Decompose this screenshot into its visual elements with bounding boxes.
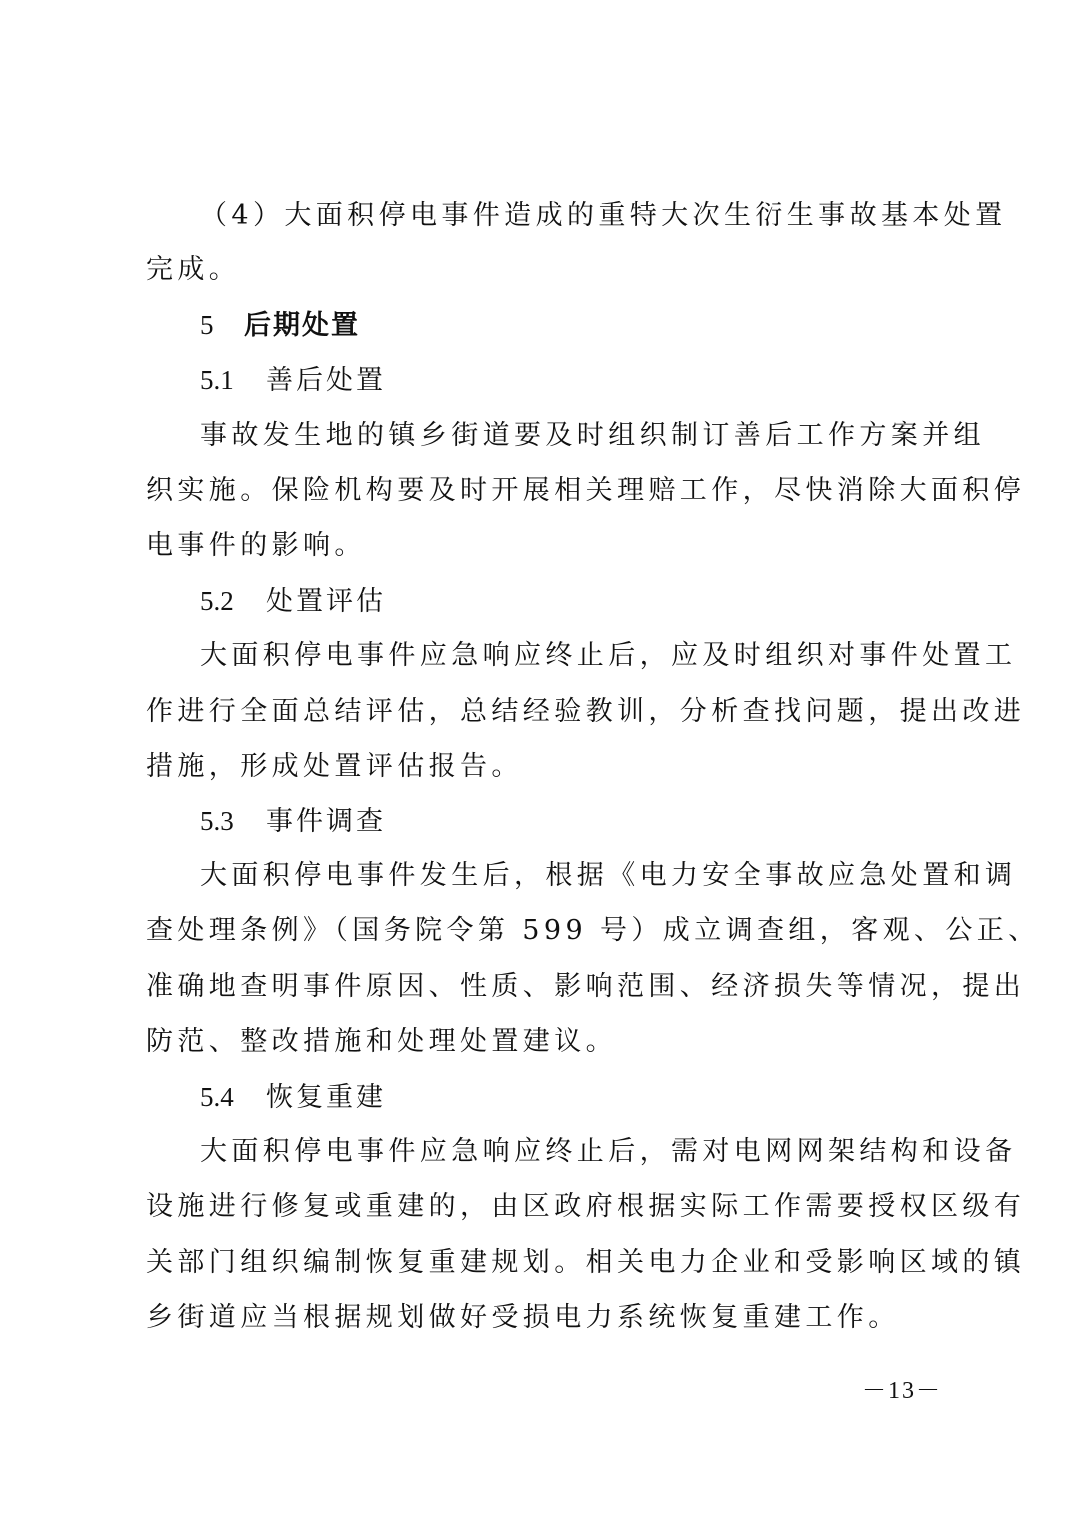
section-number: 5.2	[200, 586, 234, 616]
paragraph-line: 准确地查明事件原因、性质、影响范围、经济损失等情况，提出	[146, 971, 1026, 1002]
section-title: 事件调查	[266, 806, 386, 837]
section-heading-5-2	[200, 581, 386, 622]
section-title: 处置评估	[266, 586, 386, 617]
paragraph-line: 大面积停电事件发生后，根据《电力安全事故应急处置和调	[200, 860, 1017, 891]
section-number: 5.3	[200, 806, 234, 836]
section-heading-5-1	[200, 360, 386, 401]
paragraph-line: 完成。	[146, 254, 241, 285]
paragraph-line: 电事件的影响。	[146, 530, 366, 561]
section-title: 善后处置	[266, 365, 386, 396]
page-number: －13－	[862, 1378, 942, 1404]
paragraph-line: 织实施。保险机构要及时开展相关理赔工作，尽快消除大面积停	[146, 475, 1026, 506]
section-title: 恢复重建	[266, 1082, 386, 1113]
paragraph-line: 查处理条例》（国务院令第 599 号）成立调查组，客观、公正、	[146, 915, 1040, 946]
paragraph-line: 事故发生地的镇乡街道要及时组织制订善后工作方案并组	[200, 420, 985, 451]
section-number: 5.1	[200, 365, 234, 395]
section-number: 5.4	[200, 1082, 234, 1112]
paragraph-line: 防范、整改措施和处理处置建议。	[146, 1026, 617, 1057]
paragraph-line: 作进行全面总结评估，总结经验教训，分析查找问题，提出改进	[146, 696, 1026, 727]
section-heading-5-4	[200, 1077, 386, 1118]
paragraph-line: 设施进行修复或重建的，由区政府根据实际工作需要授权区级有	[146, 1191, 1026, 1222]
section-heading-5	[200, 305, 360, 346]
paragraph-line: 措施，形成处置评估报告。	[146, 751, 523, 782]
paragraph-line: 大面积停电事件应急响应终止后，需对电网网架结构和设备	[200, 1136, 1017, 1167]
paragraph-line: （4）大面积停电事件造成的重特大次生衍生事故基本处置	[200, 200, 1007, 231]
paragraph-line: 大面积停电事件应急响应终止后，应及时组织对事件处置工	[200, 640, 1017, 671]
section-heading-5-3	[200, 801, 386, 842]
paragraph-line: 乡街道应当根据规划做好受损电力系统恢复重建工作。	[146, 1302, 900, 1333]
section-number: 5	[200, 310, 216, 340]
paragraph-line: 关部门组织编制恢复重建规划。相关电力企业和受影响区域的镇	[146, 1247, 1026, 1278]
section-title: 后期处置	[244, 310, 360, 341]
